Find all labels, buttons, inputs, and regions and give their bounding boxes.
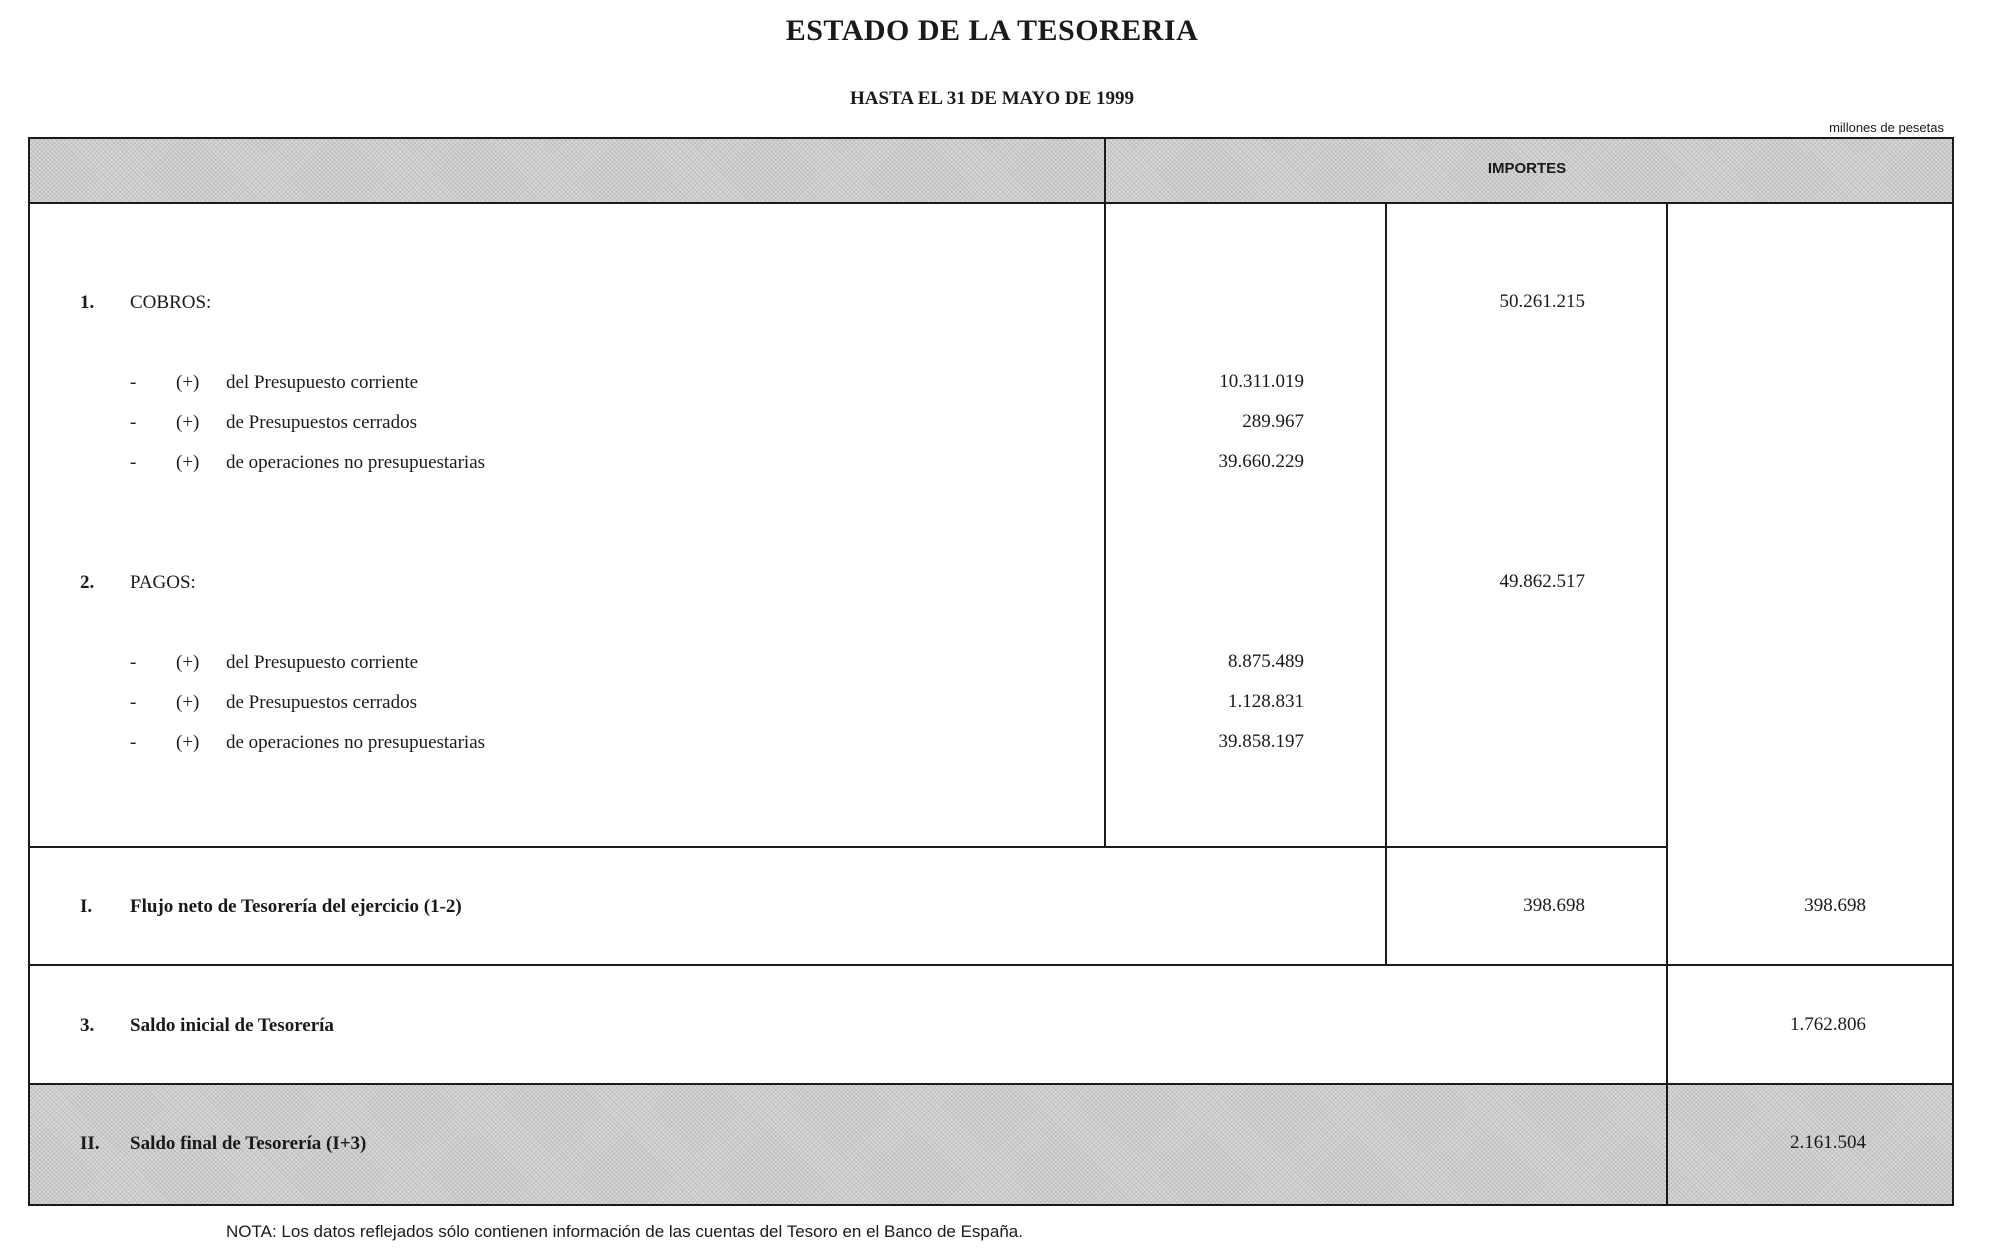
saldo-final-label: Saldo final de Tesorería (I+3)	[130, 1133, 367, 1154]
saldo-final-number: II.	[80, 1133, 100, 1154]
pagos-item-sign: (+)	[176, 732, 200, 753]
pagos-total: 49.862.517	[1499, 571, 1585, 592]
cobros-item-dash: -	[130, 412, 137, 433]
cobros-label: COBROS:	[130, 292, 212, 313]
cobros-number: 1.	[80, 292, 95, 313]
cobros-item-label: del Presupuesto corriente	[226, 372, 419, 393]
flujo-number: I.	[80, 896, 93, 917]
pagos-item-value: 39.858.197	[1218, 731, 1304, 752]
cobros-total: 50.261.215	[1499, 291, 1585, 312]
cobros-item-value: 289.967	[1242, 411, 1304, 432]
cobros-item-dash: -	[130, 452, 137, 473]
units-label: millones de pesetas	[1829, 120, 1944, 135]
page-title: ESTADO DE LA TESORERIA	[785, 14, 1199, 47]
cobros-item-sign: (+)	[176, 452, 200, 473]
column-divider-3	[1666, 202, 1668, 1206]
pagos-item-sign: (+)	[176, 692, 200, 713]
pagos-item-sign: (+)	[176, 652, 200, 673]
flujo-value-importes: 398.698	[1523, 895, 1585, 916]
pagos-number: 2.	[80, 572, 95, 593]
pagos-item-dash: -	[130, 692, 137, 713]
table-top-border	[28, 137, 1954, 139]
cobros-item-label: de Presupuestos cerrados	[226, 412, 418, 433]
pagos-item-dash: -	[130, 652, 137, 673]
pagos-item-label: de operaciones no presupuestarias	[226, 732, 486, 753]
saldo-inicial-label: Saldo inicial de Tesorería	[130, 1015, 334, 1036]
pagos-item-label: del Presupuesto corriente	[226, 652, 419, 673]
pagos-item-value: 1.128.831	[1228, 691, 1304, 712]
pagos-item-label: de Presupuestos cerrados	[226, 692, 418, 713]
cobros-item-sign: (+)	[176, 412, 200, 433]
flujo-label: Flujo neto de Tesorería del ejercicio (1-2)	[130, 896, 462, 917]
body-bottom-rule	[28, 846, 1668, 848]
cobros-item-label: de operaciones no presupuestarias	[226, 452, 486, 473]
flujo-value-total: 398.698	[1804, 895, 1866, 916]
cobros-item-value: 10.311.019	[1219, 371, 1304, 392]
saldo-final-value: 2.161.504	[1790, 1132, 1866, 1153]
table-right-border	[1952, 137, 1954, 1206]
pagos-label: PAGOS:	[130, 572, 196, 593]
pagos-item-value: 8.875.489	[1228, 651, 1304, 672]
table-left-border	[28, 137, 30, 1206]
cobros-item-sign: (+)	[176, 372, 200, 393]
page-subtitle: HASTA EL 31 DE MAYO DE 1999	[850, 88, 1134, 109]
saldo-inicial-value: 1.762.806	[1790, 1014, 1866, 1035]
saldo-inicial-number: 3.	[80, 1015, 95, 1036]
cobros-item-dash: -	[130, 372, 137, 393]
cobros-item-value: 39.660.229	[1218, 451, 1304, 472]
pagos-item-dash: -	[130, 732, 137, 753]
footnote: NOTA: Los datos reflejados sólo contienen información de las cuentas del Tesoro en el Banco de España.	[226, 1222, 1023, 1241]
importes-header: IMPORTES	[1487, 160, 1567, 177]
